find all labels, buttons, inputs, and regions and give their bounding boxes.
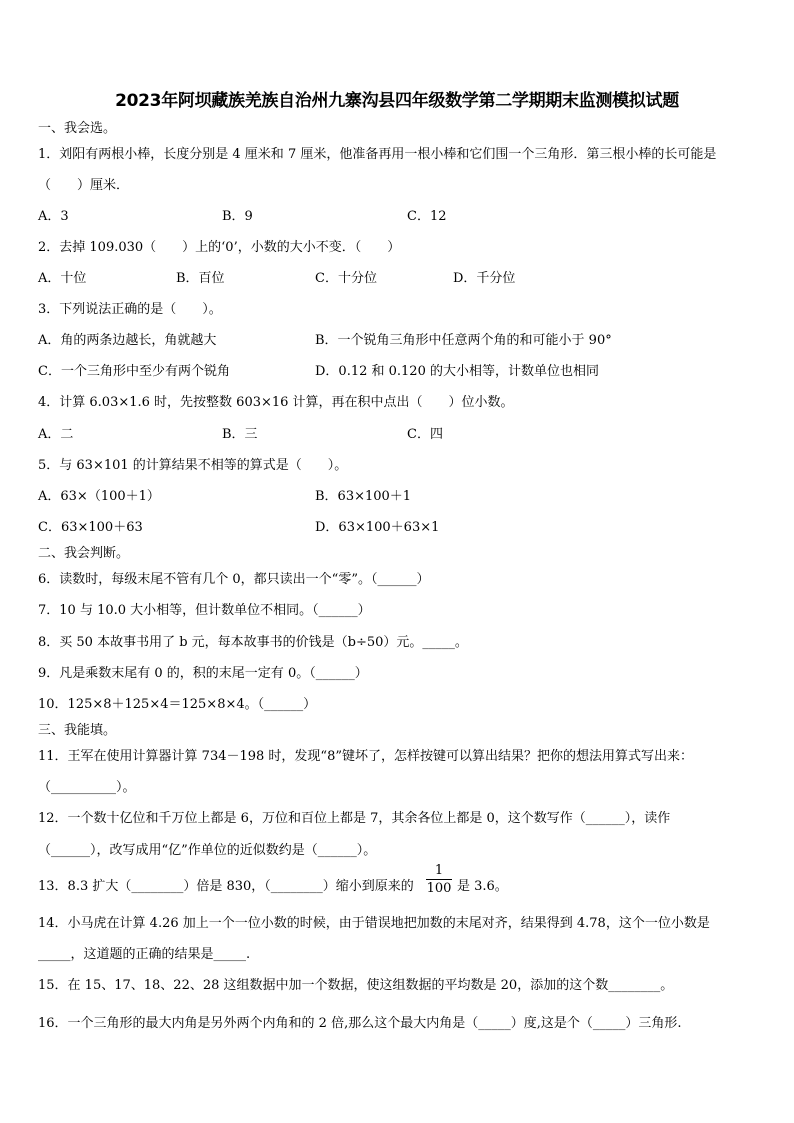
question-10: 10．125×8＋125×4＝125×8×4。（______） (38, 697, 317, 712)
question-3-option-d: D．0.12 和 0.120 的大小相等，计数单位也相同 (315, 364, 599, 379)
question-5-option-c: C．63×100＋63 (38, 520, 143, 535)
question-12-stem-cont: （______），改写成用“亿”作单位的近似数约是（______）。 (38, 843, 377, 858)
question-5-option-a: A．63×（100＋1） (38, 489, 160, 504)
question-1-option-b: B．9 (222, 209, 253, 224)
question-8: 8．买 50 本故事书用了 b 元，每本故事书的价钱是（b÷50）元。_____。 (38, 635, 468, 650)
fraction-bar (426, 879, 452, 880)
question-3-option-a: A．角的两条边越长，角就越大 (38, 333, 217, 348)
question-12-stem: 12．一个数十亿位和千万位上都是 6，万位和百位上都是 7，其余各位上都是 0，这个数写作（______），读作 (38, 811, 671, 826)
question-1-stem: 1．刘阳有两根小棒，长度分别是 4 厘米和 7 厘米，他准备再用一根小棒和它们围一个三角形．第三根小棒的长可能是 (38, 147, 717, 162)
question-9: 9．凡是乘数末尾有 0 的，积的末尾一定有 0。（______） (38, 666, 368, 681)
question-2-option-a: A．十位 (38, 271, 87, 286)
question-4-option-c: C．四 (407, 427, 443, 442)
question-13-stem: 13．8.3 扩大（________）倍是 830，（________）缩小到原来的 (38, 879, 414, 894)
section-heading-judge: 二、我会判断。 (38, 546, 130, 561)
question-16: 16．一个三角形的最大内角是另外两个内角和的 2 倍,那么这个最大内角是（_____）度,这是个（_____）三角形. (38, 1016, 682, 1031)
question-13-stem-end: 是 3.6。 (457, 879, 508, 894)
question-15: 15．在 15、17、18、22、28 这组数据中加一个数据，使这组数据的平均数是 20，添加的这个数________。 (38, 978, 674, 993)
fraction-denominator: 100 (426, 881, 452, 896)
question-3-stem: 3．下列说法正确的是（ ）。 (38, 302, 222, 317)
question-4-option-a: A．二 (38, 427, 74, 442)
question-14-stem-cont: _____，这道题的正确的结果是_____. (38, 947, 251, 962)
section-heading-fill: 三、我能填。 (38, 723, 117, 738)
question-2-option-c: C．十分位 (315, 271, 377, 286)
question-2-option-b: B．百位 (176, 271, 225, 286)
question-4-stem: 4．计算 6.03×1.6 时，先按整数 603×16 计算，再在积中点出（ ）位小数。 (38, 395, 514, 410)
question-2-option-d: D．千分位 (453, 271, 516, 286)
question-11-stem-cont: （__________）。 (38, 780, 136, 795)
question-1-option-c: C．12 (407, 209, 447, 224)
section-heading-choice: 一、我会选。 (38, 121, 117, 136)
question-6: 6．读数时，每级末尾不管有几个 0，都只读出一个“零”。（______） (38, 572, 430, 587)
question-1-option-a: A．3 (38, 209, 69, 224)
page-title: 2023年阿坝藏族羌族自治州九寨沟县四年级数学第二学期期末监测模拟试题 (115, 91, 679, 111)
question-5-option-d: D．63×100＋63×1 (315, 520, 440, 535)
question-11-stem: 11．王军在使用计算器计算 734－198 时，发现“8”键坏了，怎样按键可以算出结果？把你的想法用算式写出来： (38, 749, 693, 764)
question-3-option-c: C．一个三角形中至少有两个锐角 (38, 364, 230, 379)
fraction-one-hundredth (426, 863, 452, 896)
question-2-stem: 2．去掉 109.030（ ）上的‘0’，小数的大小不变．（ ） (38, 240, 401, 255)
question-4-option-b: B．三 (222, 427, 258, 442)
question-7: 7．10 与 10.0 大小相等，但计数单位不相同。（______） (38, 603, 371, 618)
question-14-stem: 14．小马虎在计算 4.26 加上一个一位小数的时候，由于错误地把加数的末尾对齐，结果得到 4.78，这个一位小数是 (38, 916, 710, 931)
question-1-stem-cont: （ ）厘米． (38, 178, 130, 193)
fraction-numerator: 1 (434, 863, 444, 878)
question-5-option-b: B．63×100＋1 (315, 489, 412, 504)
question-5-stem: 5．与 63×101 的计算结果不相等的算式是（ ）。 (38, 458, 348, 473)
question-3-option-b: B．一个锐角三角形中任意两个角的和可能小于 90° (315, 333, 612, 348)
